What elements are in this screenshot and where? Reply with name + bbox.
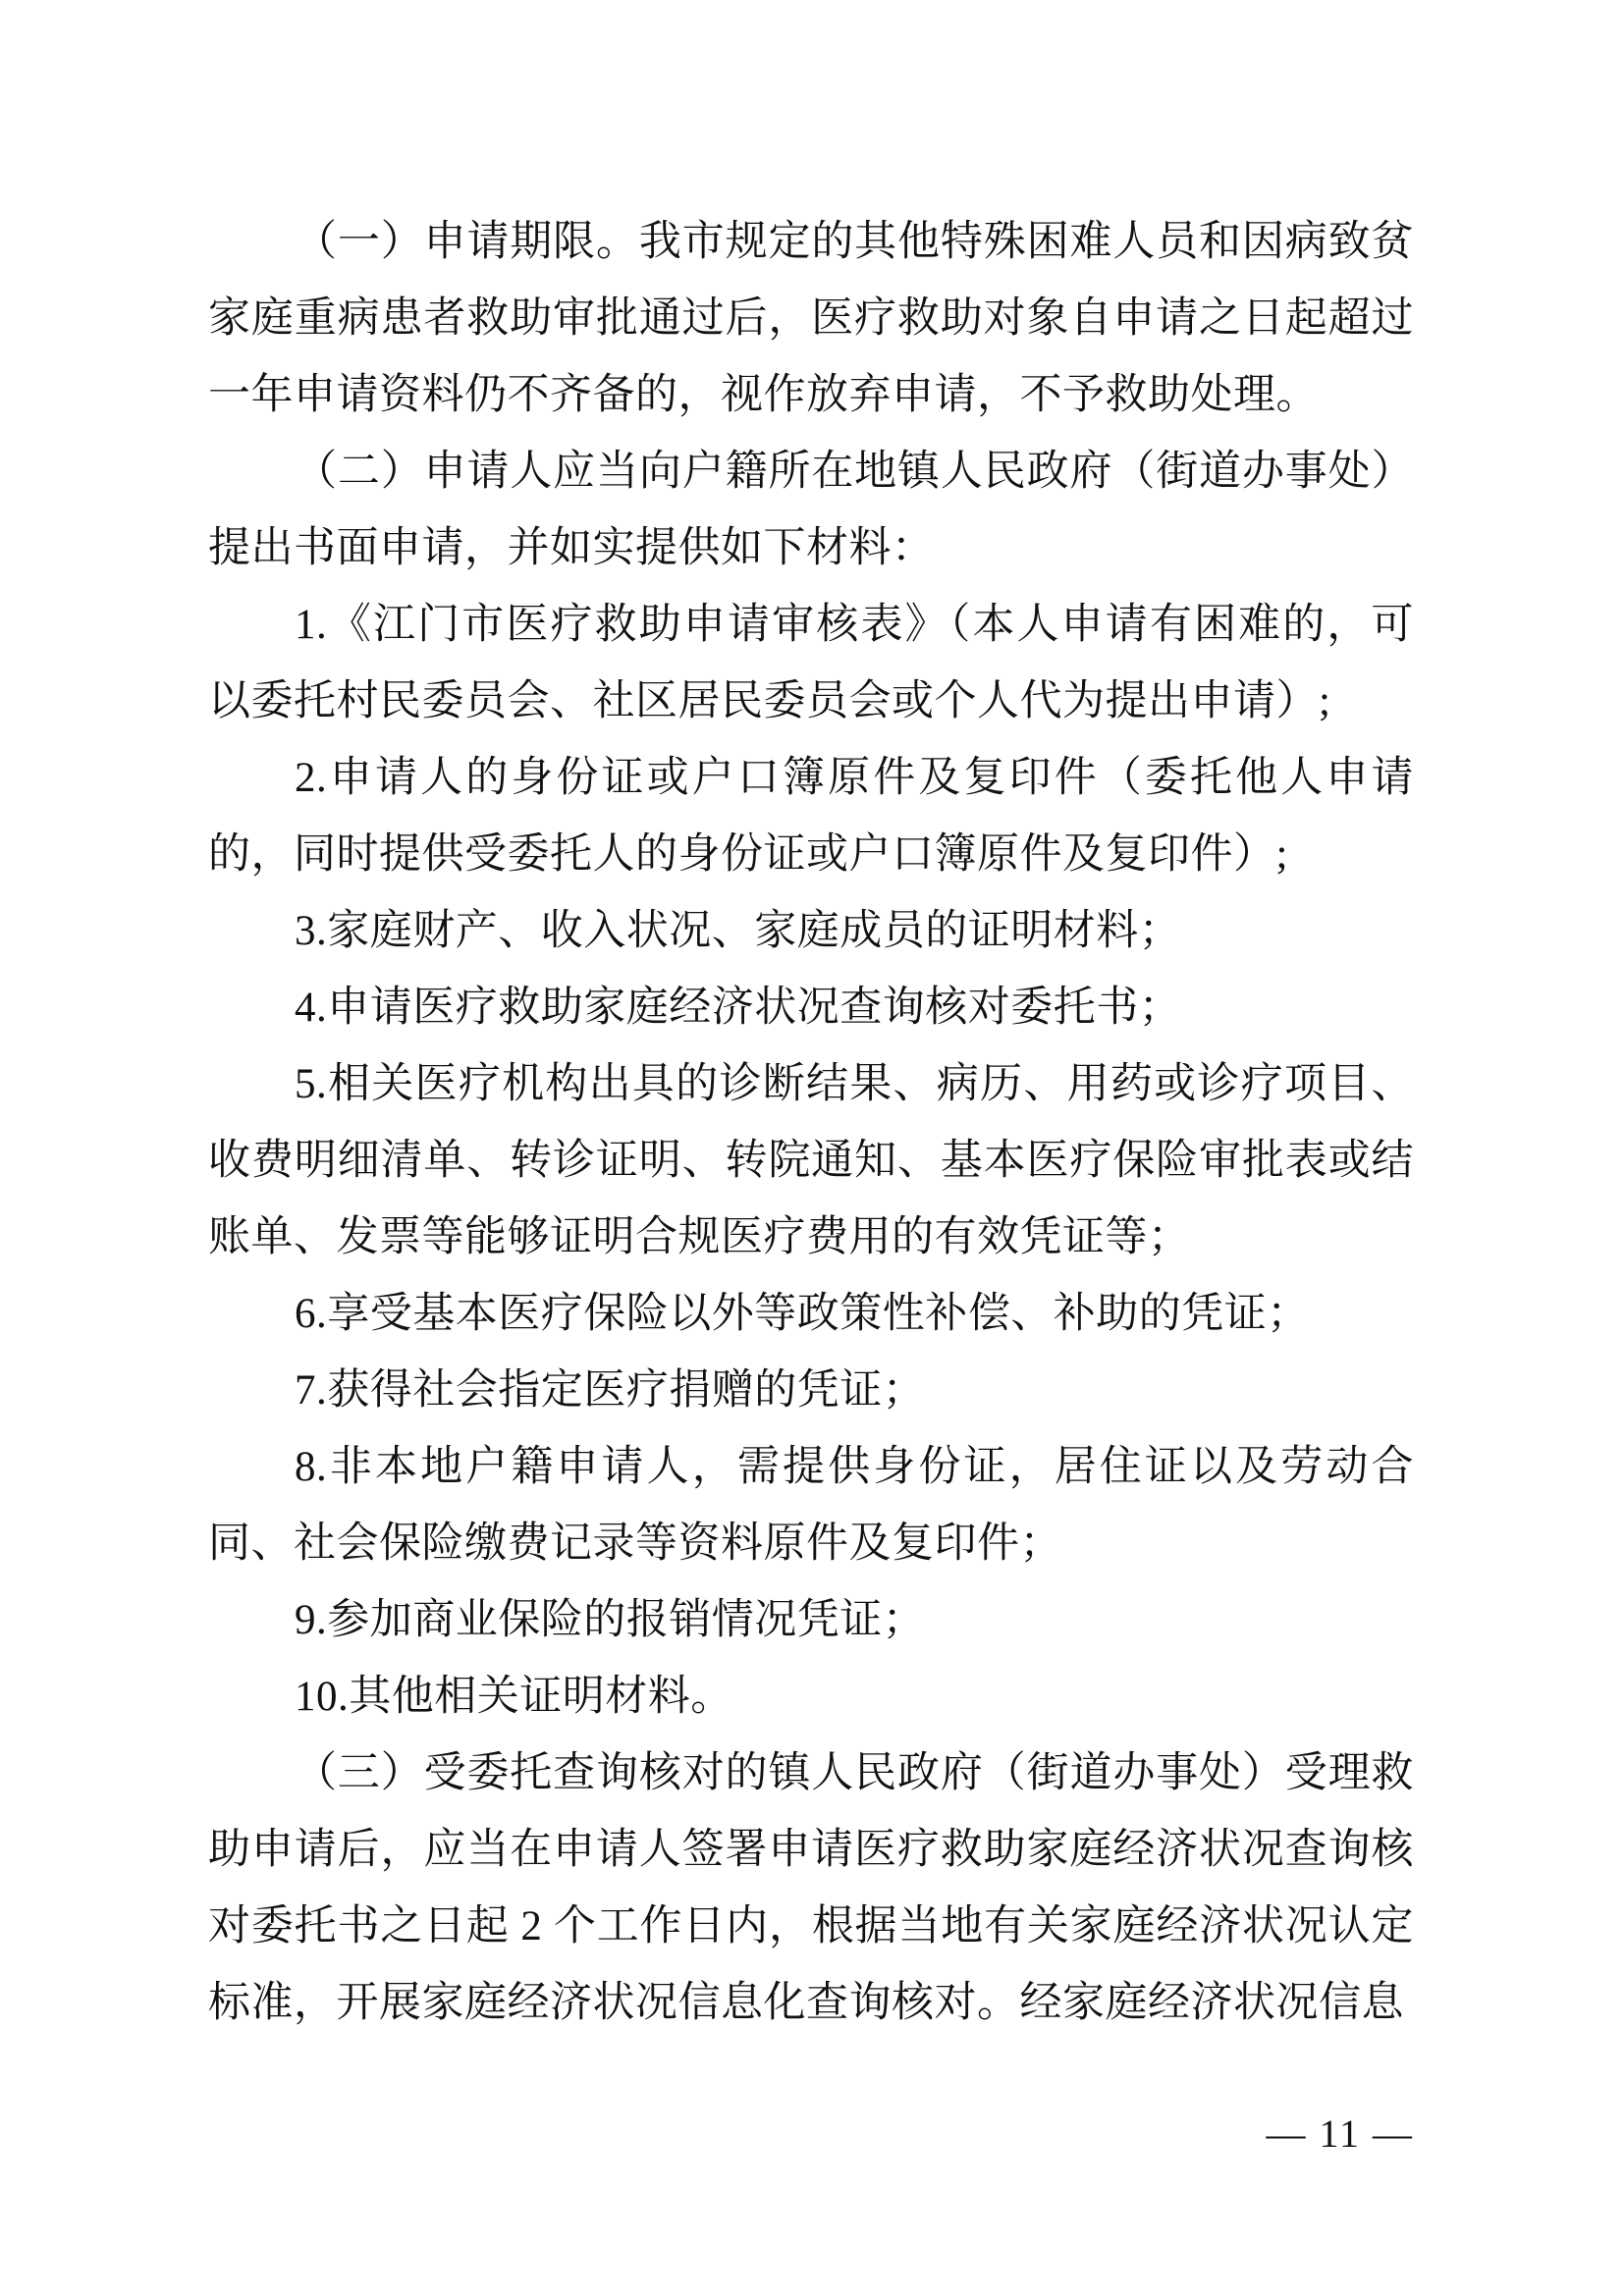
page-number: — 11 — bbox=[1266, 2111, 1414, 2156]
list-item-4-inquiry-authorization: 4.申请医疗救助家庭经济状况查询核对委托书； bbox=[295, 985, 1182, 1031]
list-item-7-donation-vouchers: 7.获得社会指定医疗捐赠的凭证； bbox=[295, 1367, 926, 1414]
paragraph-application-deadline: （一）申请期限。我市规定的其他特殊困难人员和因病致贫家庭重病患者救助审批通过后，医疗救助对象自申请之日起超过一年申请资料仍不齐备的，视作放弃申请，不予救助处理。 bbox=[208, 219, 1414, 418]
paragraph-application-submission: （二）申请人应当向户籍所在地镇人民政府（街道办事处）提出书面申请，并如实提供如下材料： bbox=[208, 449, 1414, 571]
list-item-10-other-materials: 10.其他相关证明材料。 bbox=[295, 1674, 733, 1720]
list-item-3-family-property-proof: 3.家庭财产、收入状况、家庭成员的证明材料； bbox=[295, 908, 1182, 954]
list-item-1-review-form: 1.《江门市医疗救助申请审核表》（本人申请有困难的，可以委托村民委员会、社区居民委员会或个人代为提出申请）; bbox=[208, 602, 1414, 724]
list-item-8-non-local-applicants: 8.非本地户籍申请人，需提供身份证，居住证以及劳动合同、社会保险缴费记录等资料原件及复印件； bbox=[208, 1444, 1414, 1567]
list-item-9-commercial-insurance: 9.参加商业保险的报销情况凭证； bbox=[295, 1597, 926, 1643]
paragraph-entrusted-verification: （三）受委托查询核对的镇人民政府（街道办事处）受理救助申请后，应当在申请人签署申请医疗救助家庭经济状况查询核对委托书之日起 2 个工作日内，根据当地有关家庭经济状况认定标准，开展家庭经济状况信息化查询核对。经家庭经济状况信息 bbox=[208, 1750, 1414, 2026]
list-item-5-medical-vouchers: 5.相关医疗机构出具的诊断结果、病历、用药或诊疗项目、收费明细清单、转诊证明、转院通知、基本医疗保险审批表或结账单、发票等能够证明合规医疗费用的有效凭证等； bbox=[208, 1061, 1414, 1260]
page-footer bbox=[1266, 2110, 1414, 2158]
list-item-6-policy-subsidy-vouchers: 6.享受基本医疗保险以外等政策性补偿、补助的凭证； bbox=[295, 1291, 1310, 1337]
list-item-2-id-documents: 2.申请人的身份证或户口簿原件及复印件（委托他人申请的，同时提供受委托人的身份证或户口簿原件及复印件）; bbox=[208, 755, 1414, 878]
document-body bbox=[208, 204, 1414, 2042]
